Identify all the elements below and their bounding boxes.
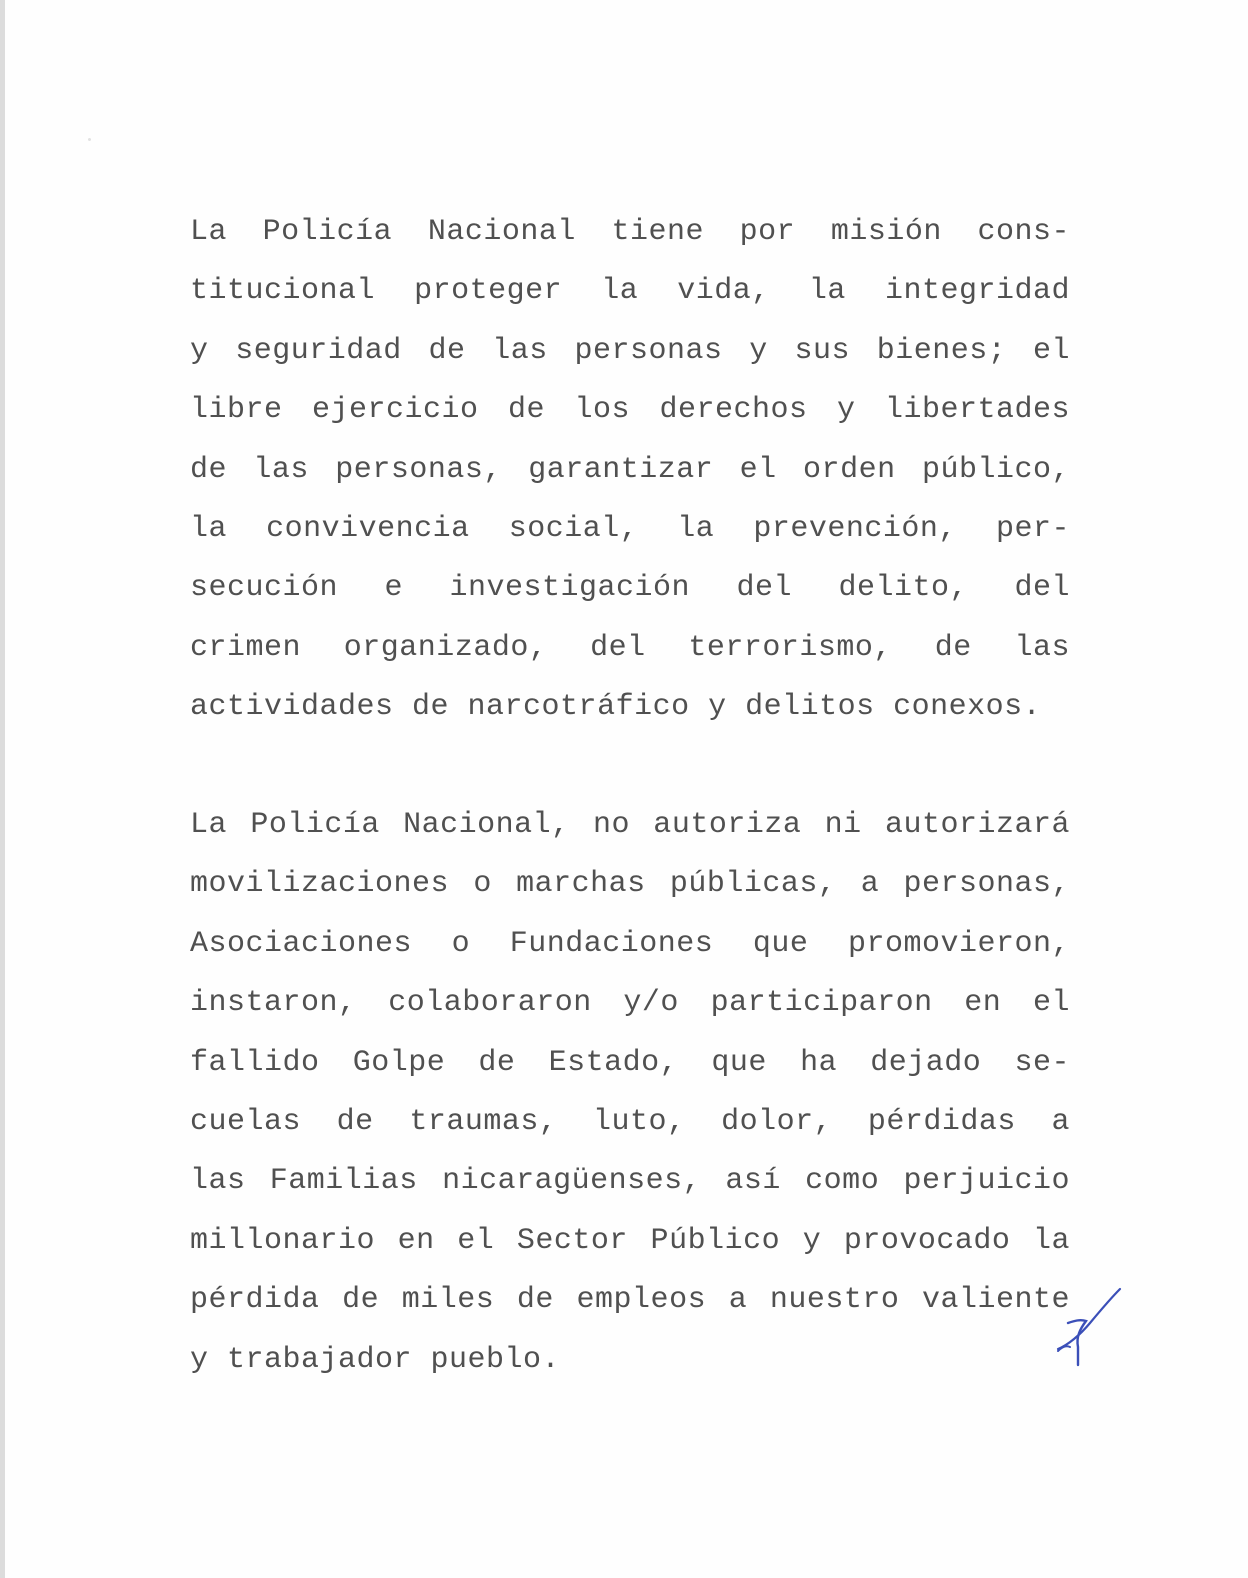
text-line: titucional proteger la vida, la integridad [190,274,1070,309]
text-line: Asociaciones o Fundaciones que promovieron, [190,926,1070,961]
text-line: secución e investigación del delito, del [190,571,1070,606]
text-line: actividades de narcotráfico y delitos conexos. [190,690,1042,725]
paragraph-march-prohibition [190,796,1070,1390]
text-line: de las personas, garantizar el orden público, [190,452,1070,487]
text-line: pérdida de miles de empleos a nuestro valiente [190,1283,1070,1318]
text-line: crimen organizado, del terrorismo, de las [190,630,1070,665]
paper-speck [88,138,91,141]
text-line: La Policía Nacional tiene por misión cons- [190,215,1070,249]
text-line: la convivencia social, la prevención, per- [190,511,1070,546]
page-edge-shadow [0,0,5,1578]
text-line: fallido Golpe de Estado, que ha dejado se- [190,1045,1070,1080]
text-line: instaron, colaboraron y/o participaron en el [190,986,1070,1021]
handwritten-initial-mark [1050,1285,1128,1369]
paragraph-police-mission [190,203,1070,738]
text-line: las Familias nicaragüenses, así como perjuicio [190,1164,1070,1199]
text-line: libre ejercicio de los derechos y libertades [190,393,1070,428]
text-line: cuelas de traumas, luto, dolor, pérdidas a [190,1104,1070,1139]
text-line: La Policía Nacional, no autoriza ni autorizará [190,808,1070,842]
text-line: y trabajador pueblo. [190,1342,561,1377]
text-line: y seguridad de las personas y sus bienes; el [190,333,1070,368]
text-line: movilizaciones o marchas públicas, a personas, [190,867,1070,902]
text-line: millonario en el Sector Público y provocado la [190,1223,1070,1258]
